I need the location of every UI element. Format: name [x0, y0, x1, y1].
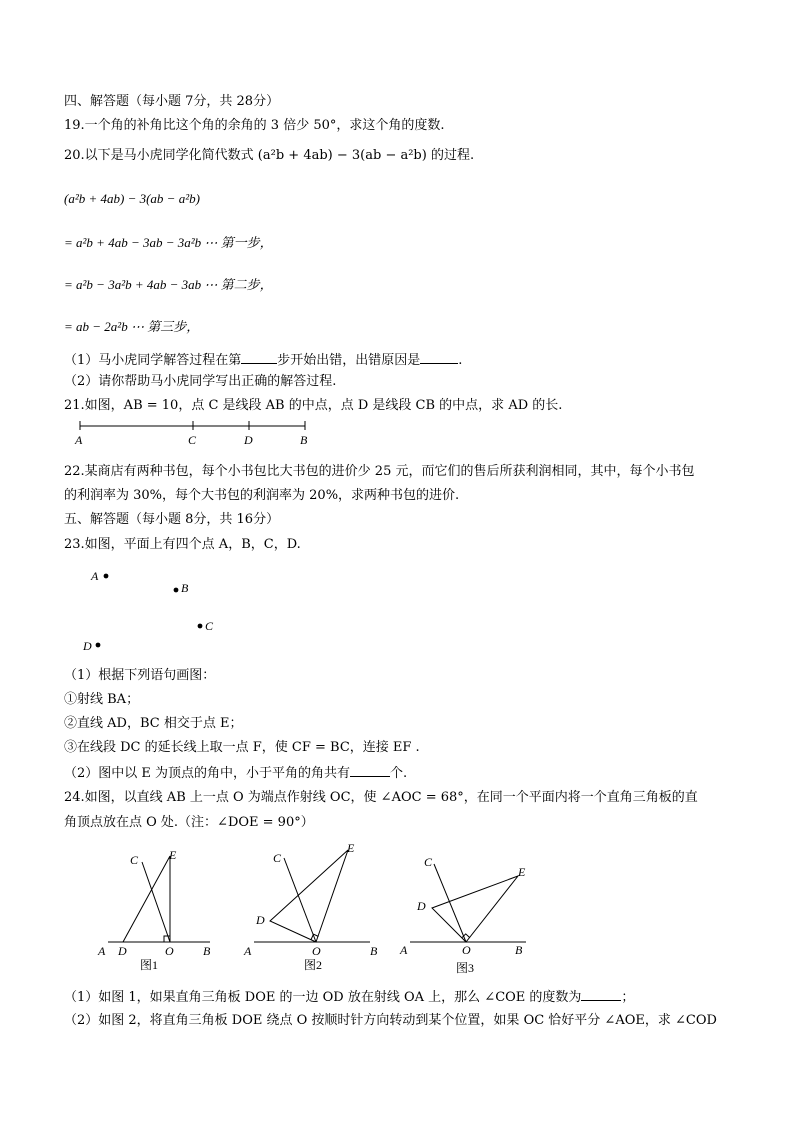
q20-expression: (a²b + 4ab) − 3(ab − a²b) [64, 191, 200, 206]
label-b: B [181, 581, 189, 595]
question-24-line-1: 24.如图，以直线 AB 上一点 O 为端点作射线 OC，使 ∠AOC = 68°，在同一个平面内将一个直角三角板的直 [64, 790, 698, 805]
label-e: E [518, 865, 526, 879]
section-4-title: 四、解答题（每小题 7分，共 28分） [64, 94, 280, 109]
question-19: 19.一个角的补角比这个角的余角的 3 倍少 50°，求这个角的度数. [64, 118, 445, 133]
q24-part-1-text-a: （1）如图 1，如果直角三角板 DOE 的一边 OD 放在射线 OA 上，那么 ∠COE 的度数为 [64, 990, 582, 1005]
label-d: D [83, 639, 92, 653]
label-o: O [312, 944, 321, 958]
label-a: A [91, 569, 99, 583]
label-b: B [300, 433, 308, 447]
label-e: E [169, 848, 177, 862]
question-21: 21.如图，AB = 10，点 C 是线段 AB 的中点，点 D 是线段 CB 的中点，求 AD 的长. [64, 398, 563, 413]
label-d: D [118, 944, 127, 958]
label-b: B [515, 943, 523, 957]
q20-step-3: = ab − 2a²b ⋯ 第三步， [64, 319, 200, 334]
label-d: D [244, 433, 253, 447]
figure-2 [236, 838, 386, 974]
label-d: D [417, 899, 426, 913]
segment-figure [60, 418, 330, 452]
label-b: B [203, 944, 211, 958]
label-a: A [244, 944, 252, 958]
label-c: C [188, 433, 197, 447]
label-o: O [165, 944, 174, 958]
figure-1 [90, 842, 220, 974]
label-c: C [273, 851, 282, 865]
label-c: C [424, 855, 433, 869]
label-b: B [370, 944, 378, 958]
q20-part-1-text-c: . [458, 353, 463, 368]
figure-3-caption: 图3 [456, 961, 475, 975]
q20-part-1 [64, 349, 462, 371]
q23-part-1: （1）根据下列语句画图： [64, 668, 216, 683]
q23-part-2-text-b: 个. [390, 766, 408, 781]
label-d: D [256, 913, 265, 927]
question-22-line-2: 的利润率为 30%，每个大书包的利润率为 20%，求两种书包的进价. [64, 488, 460, 503]
answer-blank[interactable] [350, 762, 390, 777]
label-c: C [130, 853, 139, 867]
label-o: O [462, 943, 471, 957]
label-c: C [205, 619, 214, 633]
label-a: A [400, 943, 408, 957]
q23-part-2-text-a: （2）图中以 E 为顶点的角中，小于平角的角共有 [64, 766, 351, 781]
four-points-figure [78, 562, 238, 656]
q20-step-1: = a²b + 4ab − 3ab − 3a²b ⋯ 第一步， [64, 235, 273, 250]
figure-1-caption: 图1 [140, 958, 159, 972]
answer-blank[interactable] [241, 349, 277, 364]
q20-step-2: = a²b − 3a²b + 4ab − 3ab ⋯ 第二步， [64, 277, 273, 292]
q23-part-2 [64, 762, 407, 784]
figure-2-caption: 图2 [304, 958, 323, 972]
question-20: 20.以下是马小虎同学化简代数式 (a²b + 4ab) − 3(ab − a²b) 的过程. [64, 148, 475, 163]
question-24-line-2: 角顶点放在点 O 处.（注：∠DOE = 90°） [64, 815, 314, 830]
answer-blank[interactable] [420, 349, 458, 364]
answer-blank[interactable] [581, 986, 621, 1001]
question-23: 23.如图，平面上有四个点 A，B，C，D. [64, 537, 301, 552]
q23-item-1: ①射线 BA； [64, 692, 140, 707]
q20-part-1-text-b: 步开始出错，出错原因是 [277, 353, 421, 368]
q24-part-1-text-b: ； [621, 990, 635, 1005]
q24-part-1 [64, 986, 634, 1008]
label-e: E [347, 841, 355, 855]
question-22-line-1: 22.某商店有两种书包，每个小书包比大书包的进价少 25 元，而它们的售后所获利润相同，其中，每个小书包 [64, 464, 695, 479]
figure-3 [398, 852, 532, 976]
q23-item-2: ②直线 AD，BC 相交于点 E； [64, 716, 243, 731]
section-5-title: 五、解答题（每小题 8分，共 16分） [64, 512, 280, 527]
label-a: A [75, 433, 83, 447]
q23-item-3: ③在线段 DC 的延长线上取一点 F，使 CF = BC，连接 EF . [64, 740, 420, 755]
q24-part-2: （2）如图 2，将直角三角板 DOE 绕点 O 按顺时针方向转动到某个位置，如果 OC 恰好平分 ∠AOE，求 ∠COD [64, 1013, 717, 1028]
q20-part-1-text-a: （1）马小虎同学解答过程在第 [64, 353, 242, 368]
label-a: A [98, 944, 106, 958]
q20-part-2: （2）请你帮助马小虎同学写出正确的解答过程. [64, 374, 337, 389]
